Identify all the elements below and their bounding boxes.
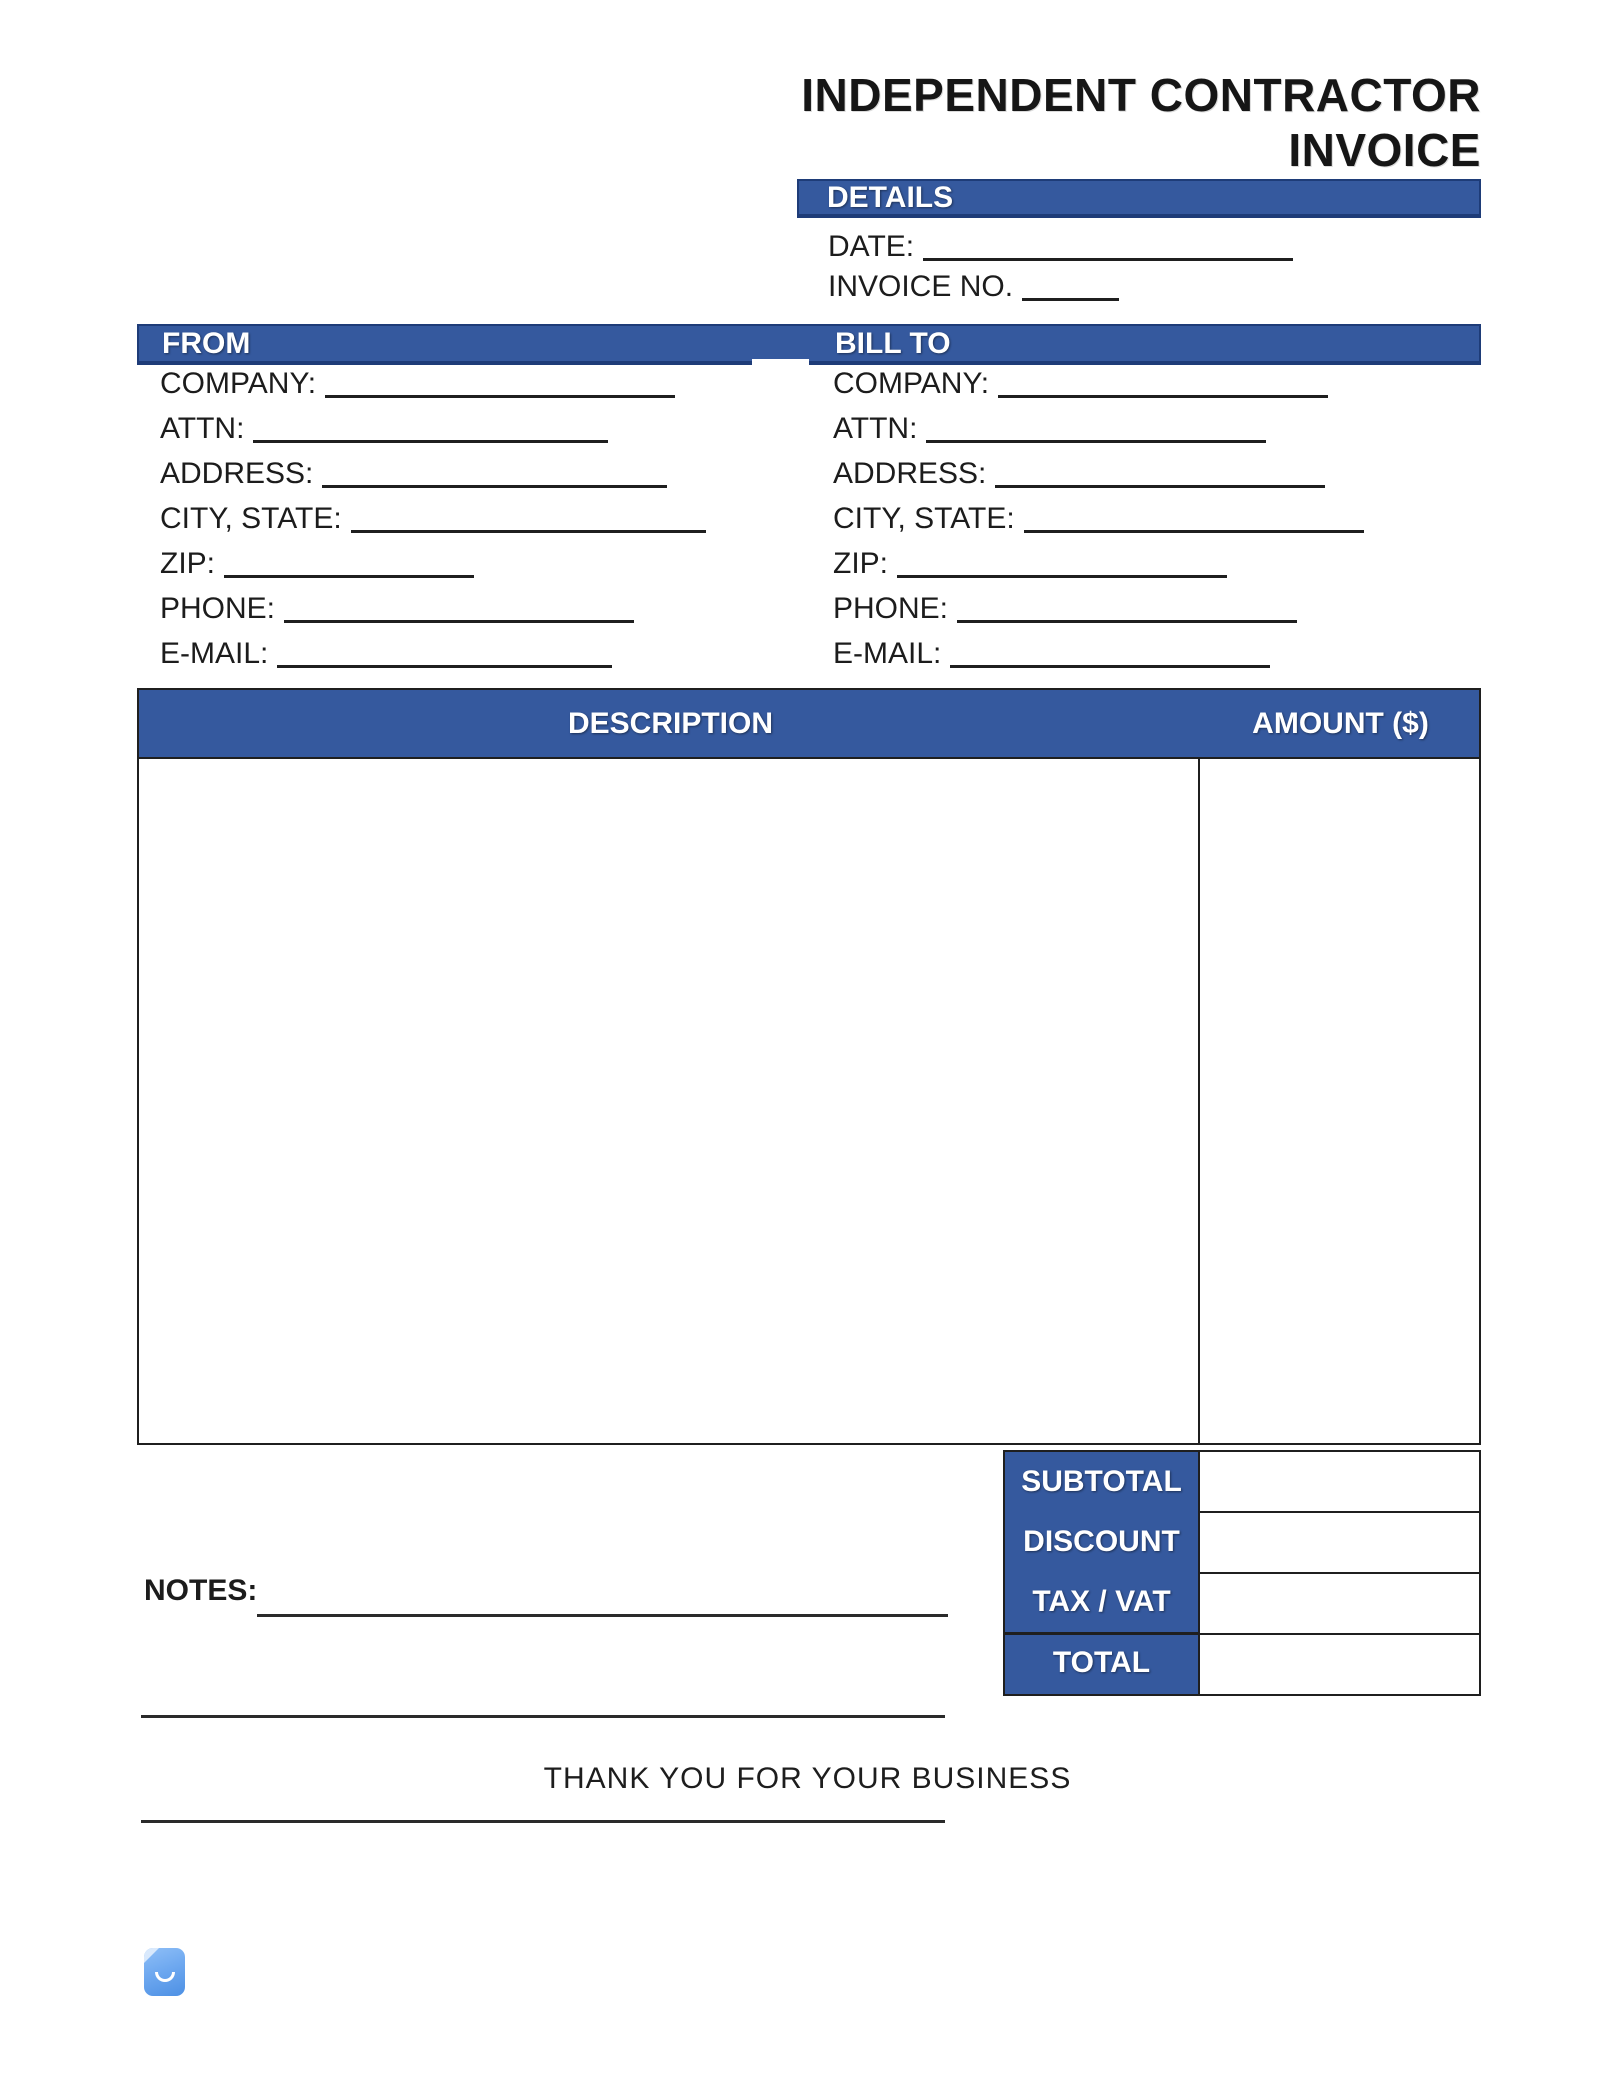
- description-entry-cell[interactable]: [139, 759, 1200, 1443]
- from-email-row: [160, 624, 706, 669]
- page-title-line2: INVOICE: [1288, 124, 1481, 176]
- bill-to-company-fill-in-line[interactable]: [998, 388, 1328, 398]
- invoice-no-row: [828, 262, 1293, 302]
- bill-to-company-label: COMPANY:: [833, 366, 990, 400]
- date-fill-in-line[interactable]: [923, 251, 1293, 261]
- bill-to-phone-row: [833, 579, 1364, 624]
- logo-document-shape: [144, 1948, 185, 1996]
- discount-value-cell[interactable]: [1200, 1513, 1479, 1574]
- from-address-fill-in-line[interactable]: [322, 478, 667, 488]
- tax-vat-label: TAX / VAT: [1032, 1585, 1171, 1618]
- bill-to-fields: [833, 354, 1364, 669]
- bill-to-attn-row: [833, 399, 1364, 444]
- from-fields: [160, 354, 706, 669]
- smiling-document-logo-icon: [144, 1948, 185, 1996]
- from-zip-label: ZIP:: [160, 546, 216, 580]
- bill-to-zip-fill-in-line[interactable]: [897, 568, 1227, 578]
- summary-value-column: [1200, 1450, 1481, 1696]
- date-label: DATE:: [828, 229, 915, 263]
- page-title: [801, 68, 1481, 178]
- invoice-no-fill-in-line[interactable]: [1022, 291, 1119, 301]
- notes-label: NOTES:: [144, 1574, 258, 1607]
- page-title-line1: INDEPENDENT CONTRACTOR: [801, 69, 1481, 121]
- items-table-header: [137, 688, 1481, 759]
- bill-to-email-fill-in-line[interactable]: [950, 658, 1270, 668]
- from-company-fill-in-line[interactable]: [325, 388, 675, 398]
- from-phone-fill-in-line[interactable]: [284, 613, 634, 623]
- total-label: TOTAL: [1005, 1632, 1198, 1691]
- subtotal-label: SUBTOTAL: [1021, 1465, 1182, 1498]
- bill-to-company-row: [833, 354, 1364, 399]
- notes-fill-in-line-1[interactable]: [257, 1614, 948, 1617]
- bill-to-email-label: E-MAIL:: [833, 636, 942, 670]
- total-value-cell[interactable]: [1200, 1635, 1479, 1694]
- details-header-label: DETAILS: [827, 180, 954, 214]
- logo-folded-corner: [144, 1948, 160, 1964]
- table-seam: [752, 359, 809, 365]
- amount-column-header: AMOUNT ($): [1252, 706, 1429, 740]
- from-attn-fill-in-line[interactable]: [253, 433, 608, 443]
- bill-to-city-state-label: CITY, STATE:: [833, 501, 1015, 535]
- from-address-row: [160, 444, 706, 489]
- from-city-state-fill-in-line[interactable]: [351, 523, 706, 533]
- tax-vat-value-cell[interactable]: [1200, 1574, 1479, 1635]
- items-table-body: [137, 759, 1481, 1445]
- from-attn-label: ATTN:: [160, 411, 245, 445]
- description-column-header: DESCRIPTION: [567, 706, 774, 740]
- date-row: [828, 222, 1293, 262]
- amount-entry-cell[interactable]: [1200, 759, 1479, 1443]
- from-zip-row: [160, 534, 706, 579]
- details-section-header: [797, 179, 1481, 218]
- bill-to-phone-label: PHONE:: [833, 591, 949, 625]
- bill-to-address-label: ADDRESS:: [833, 456, 987, 490]
- from-email-fill-in-line[interactable]: [277, 658, 612, 668]
- thank-you-message: THANK YOU FOR YOUR BUSINESS: [543, 1762, 1072, 1795]
- from-header-label: FROM: [162, 326, 251, 360]
- bill-to-phone-fill-in-line[interactable]: [957, 613, 1297, 623]
- discount-label: DISCOUNT: [1023, 1525, 1180, 1558]
- invoice-no-label: INVOICE NO.: [828, 269, 1014, 303]
- bill-to-header-label: BILL TO: [835, 326, 951, 360]
- bill-to-zip-label: ZIP:: [833, 546, 889, 580]
- logo-smile-icon: [155, 1972, 175, 1982]
- from-phone-row: [160, 579, 706, 624]
- bill-to-address-row: [833, 444, 1364, 489]
- notes-fill-in-line-3[interactable]: [141, 1820, 945, 1823]
- from-company-row: [160, 354, 706, 399]
- notes-fill-in-line-2[interactable]: [141, 1715, 945, 1718]
- from-city-state-label: CITY, STATE:: [160, 501, 342, 535]
- bill-to-city-state-row: [833, 489, 1364, 534]
- from-city-state-row: [160, 489, 706, 534]
- bill-to-attn-fill-in-line[interactable]: [926, 433, 1266, 443]
- bill-to-attn-label: ATTN:: [833, 411, 918, 445]
- details-fields: [828, 222, 1293, 302]
- bill-to-city-state-fill-in-line[interactable]: [1024, 523, 1364, 533]
- summary-table: [1003, 1450, 1481, 1696]
- subtotal-value-cell[interactable]: [1200, 1452, 1479, 1513]
- bill-to-zip-row: [833, 534, 1364, 579]
- from-phone-label: PHONE:: [160, 591, 276, 625]
- summary-label-column: [1003, 1450, 1200, 1696]
- from-address-label: ADDRESS:: [160, 456, 314, 490]
- from-company-label: COMPANY:: [160, 366, 317, 400]
- from-zip-fill-in-line[interactable]: [224, 568, 474, 578]
- bill-to-address-fill-in-line[interactable]: [995, 478, 1325, 488]
- from-attn-row: [160, 399, 706, 444]
- from-email-label: E-MAIL:: [160, 636, 269, 670]
- bill-to-email-row: [833, 624, 1364, 669]
